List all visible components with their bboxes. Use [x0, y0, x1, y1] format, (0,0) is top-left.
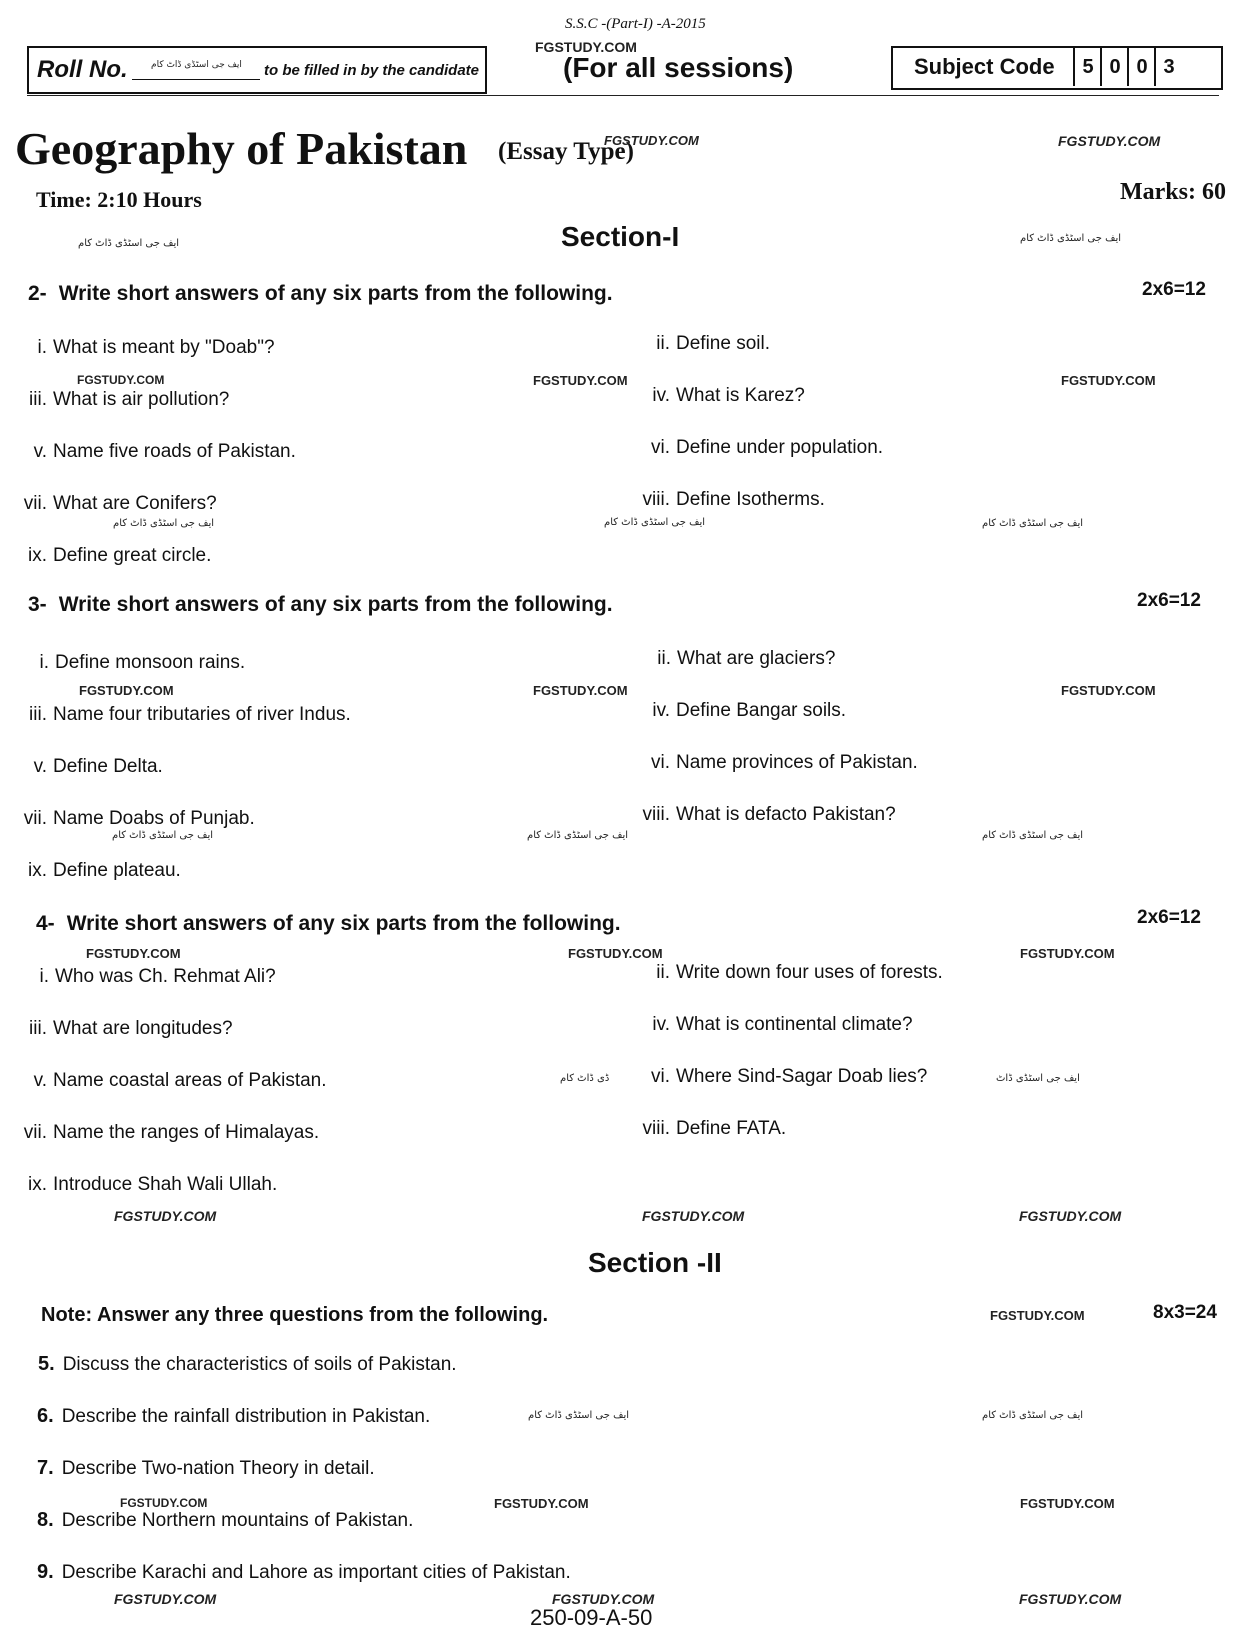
part-label: iii.	[29, 1018, 47, 1039]
footer-code: 250-09-A-50	[530, 1605, 653, 1630]
section-1-heading: Section-I	[561, 221, 680, 252]
question-4-heading	[36, 912, 621, 936]
section-2-marks: 8x3=24	[1153, 1302, 1217, 1323]
q3-urdu-1: ایف جی اسٹڈی ڈاٹ کام	[112, 830, 214, 841]
question-3-marks: 2x6=12	[1137, 590, 1201, 611]
q3-part-v	[7, 756, 163, 778]
roll-no-blank[interactable]	[132, 79, 260, 80]
part-label: vi.	[651, 752, 670, 773]
part-text: Introduce Shah Wali Ullah.	[53, 1174, 278, 1195]
part-label: i.	[39, 966, 49, 987]
section-2-watermark-1: FGSTUDY.COM	[120, 1496, 208, 1510]
part-label: iv.	[652, 700, 670, 721]
part-text: Name coastal areas of Pakistan.	[53, 1070, 327, 1091]
q3-part-iv	[630, 700, 846, 722]
q2-part-i	[7, 337, 275, 359]
subject-code-label: Subject Code	[914, 54, 1055, 79]
footer-watermark-3: FGSTUDY.COM	[1019, 1591, 1122, 1607]
q4-watermark-3: FGSTUDY.COM	[1020, 946, 1115, 961]
q4-part-v	[7, 1070, 327, 1092]
exam-reference: S.S.C -(Part-I) -A-2015	[565, 16, 706, 32]
q3-part-vii	[7, 808, 255, 830]
part-text: Name Doabs of Punjab.	[53, 808, 255, 829]
total-marks: Marks: 60	[1120, 179, 1226, 205]
sessions-label: (For all sessions)	[563, 52, 794, 83]
q3-urdu-2: ایف جی اسٹڈی ڈاٹ کام	[527, 830, 629, 841]
part-label: iii.	[29, 704, 47, 725]
part-text: Name five roads of Pakistan.	[53, 441, 296, 462]
part-label: ix.	[28, 1174, 47, 1195]
section-1-urdu-left: ایف جی اسٹڈی ڈاٹ کام	[78, 238, 180, 249]
part-text: What are longitudes?	[53, 1018, 233, 1039]
part-text: Where Sind-Sagar Doab lies?	[676, 1066, 928, 1087]
section-2-note-watermark: FGSTUDY.COM	[990, 1308, 1085, 1323]
question-4-number: 4-	[36, 912, 55, 935]
q3-part-iii	[7, 704, 351, 726]
q2-part-viii	[630, 489, 825, 511]
part-text: Who was Ch. Rehmat Ali?	[55, 966, 276, 987]
q2-part-ii	[630, 333, 770, 355]
q2-part-iv	[630, 385, 805, 407]
part-text: Name the ranges of Himalayas.	[53, 1122, 320, 1143]
part-text: What is meant by "Doab"?	[53, 337, 275, 358]
q4-bottom-watermark-1: FGSTUDY.COM	[114, 1208, 217, 1224]
q2-part-vi	[630, 437, 883, 459]
q3-urdu-3: ایف جی اسٹڈی ڈاٹ کام	[982, 830, 1084, 841]
part-text: Define under population.	[676, 437, 884, 458]
q4-urdu-1: ڈی ڈاٹ کام	[560, 1073, 610, 1084]
q4-bottom-watermark-3: FGSTUDY.COM	[1019, 1208, 1122, 1224]
header-rule	[27, 95, 1219, 96]
subject-code-digit-4: 3	[1154, 48, 1182, 86]
question-2-heading	[28, 282, 613, 306]
note-text: Answer any three questions from the following.	[96, 1304, 549, 1326]
part-label: v.	[33, 1070, 47, 1091]
subject-code-box	[891, 46, 1223, 90]
site-watermark-top: FGSTUDY.COM	[535, 39, 637, 55]
question-text: Describe Karachi and Lahore as important cities of Pakistan.	[61, 1562, 571, 1583]
q4-part-iii	[7, 1018, 233, 1040]
part-label: v.	[33, 441, 47, 462]
part-label: i.	[39, 652, 49, 673]
section-2-urdu-2: ایف جی اسٹڈی ڈاٹ کام	[982, 1410, 1084, 1421]
paper-type: (Essay Type)	[498, 138, 634, 165]
part-label: iii.	[29, 389, 47, 410]
part-text: What are Conifers?	[53, 493, 217, 514]
part-text: What is continental climate?	[676, 1014, 913, 1035]
question-9	[37, 1561, 571, 1584]
question-4-marks: 2x6=12	[1137, 907, 1201, 928]
q4-part-i	[9, 966, 276, 988]
q3-watermark-3: FGSTUDY.COM	[1061, 683, 1156, 698]
q2-urdu-3: ایف جی اسٹڈی ڈاٹ کام	[982, 518, 1084, 529]
part-label: vi.	[651, 437, 670, 458]
q2-part-vii	[7, 493, 217, 515]
q4-part-vi	[630, 1066, 927, 1088]
q2-part-iii	[7, 389, 229, 411]
q3-part-vi	[630, 752, 918, 774]
q4-part-iv	[630, 1014, 913, 1036]
q4-urdu-2: ایف جی اسٹڈی ڈاٹ	[996, 1073, 1080, 1084]
q2-watermark-1: FGSTUDY.COM	[77, 373, 165, 387]
q4-part-ii	[630, 962, 943, 984]
section-1-urdu-right: ایف جی اسٹڈی ڈاٹ کام	[1020, 233, 1122, 244]
part-text: Write down four uses of forests.	[676, 962, 943, 983]
question-3-number: 3-	[28, 593, 47, 616]
part-label: vii.	[23, 808, 47, 829]
section-2-watermark-3: FGSTUDY.COM	[1020, 1496, 1115, 1511]
footer-watermark-1: FGSTUDY.COM	[114, 1591, 217, 1607]
section-2-watermark-2: FGSTUDY.COM	[494, 1496, 589, 1511]
question-7	[37, 1457, 375, 1480]
roll-no-urdu: ایف جی اسٹڈی ڈاٹ کام	[151, 60, 242, 70]
q2-part-v	[7, 441, 296, 463]
question-text: Describe Two-nation Theory in detail.	[61, 1458, 375, 1479]
q2-urdu-1: ایف جی اسٹڈی ڈاٹ کام	[113, 518, 215, 529]
question-4-text: Write short answers of any six parts from the following.	[66, 912, 621, 935]
part-label: ii.	[656, 333, 670, 354]
part-text: Define plateau.	[53, 860, 181, 881]
q2-part-ix	[7, 545, 211, 567]
question-number: 6.	[37, 1405, 54, 1427]
part-text: Define Delta.	[53, 756, 163, 777]
q3-watermark-2: FGSTUDY.COM	[533, 683, 628, 698]
part-label: vii.	[23, 493, 47, 514]
part-text: What is defacto Pakistan?	[676, 804, 896, 825]
part-text: Define Isotherms.	[676, 489, 825, 510]
question-8	[37, 1509, 413, 1532]
subject-code-digit-2: 0	[1100, 48, 1128, 86]
part-label: viii.	[642, 489, 670, 510]
q3-watermark-1: FGSTUDY.COM	[79, 683, 174, 698]
part-label: vi.	[651, 1066, 670, 1087]
question-2-marks: 2x6=12	[1142, 279, 1206, 300]
q4-part-vii	[7, 1122, 319, 1144]
q4-watermark-1: FGSTUDY.COM	[86, 946, 181, 961]
q2-urdu-2: ایف جی اسٹڈی ڈاٹ کام	[604, 517, 706, 528]
part-label: iv.	[652, 385, 670, 406]
site-watermark-title: FGSTUDY.COM	[604, 133, 699, 148]
question-number: 5.	[38, 1353, 55, 1375]
part-label: iv.	[652, 1014, 670, 1035]
footer-watermark-2: FGSTUDY.COM	[552, 1591, 655, 1607]
roll-no-hint: to be filled in by the candidate	[264, 62, 480, 79]
question-5	[38, 1353, 457, 1376]
section-2-urdu-1: ایف جی اسٹڈی ڈاٹ کام	[528, 1410, 630, 1421]
question-number: 9.	[37, 1561, 54, 1583]
q4-bottom-watermark-2: FGSTUDY.COM	[642, 1208, 745, 1224]
part-label: v.	[33, 756, 47, 777]
part-label: i.	[37, 337, 47, 358]
q3-part-viii	[630, 804, 896, 826]
q2-watermark-2: FGSTUDY.COM	[533, 373, 628, 388]
question-3-text: Write short answers of any six parts from the following.	[58, 593, 613, 616]
part-text: Define great circle.	[53, 545, 212, 566]
part-text: What is Karez?	[676, 385, 805, 406]
part-label: vii.	[23, 1122, 47, 1143]
q3-part-i	[9, 652, 245, 674]
roll-number-box	[27, 46, 487, 94]
part-label: ix.	[28, 545, 47, 566]
part-text: What are glaciers?	[677, 648, 836, 669]
part-text: Name provinces of Pakistan.	[676, 752, 918, 773]
question-3-heading	[28, 593, 613, 617]
part-label: ii.	[656, 962, 670, 983]
part-text: What is air pollution?	[53, 389, 230, 410]
part-label: viii.	[642, 1118, 670, 1139]
question-6	[37, 1405, 430, 1428]
part-text: Define FATA.	[676, 1118, 787, 1139]
q4-part-ix	[7, 1174, 277, 1196]
exam-time: Time: 2:10 Hours	[36, 187, 202, 212]
section-2-heading: Section -II	[588, 1247, 722, 1278]
subject-code-digit-1: 5	[1073, 48, 1101, 86]
part-label: ix.	[28, 860, 47, 881]
site-watermark-title-right: FGSTUDY.COM	[1058, 133, 1161, 149]
question-text: Describe the rainfall distribution in Pakistan.	[61, 1406, 431, 1427]
question-number: 7.	[37, 1457, 54, 1479]
question-2-text: Write short answers of any six parts from the following.	[58, 282, 613, 305]
subject-title: Geography of Pakistan	[15, 123, 468, 174]
roll-no-label: Roll No.	[37, 56, 128, 83]
q4-watermark-2: FGSTUDY.COM	[568, 946, 663, 961]
question-number: 8.	[37, 1509, 54, 1531]
q4-part-viii	[630, 1118, 786, 1140]
q3-part-ix	[7, 860, 181, 882]
note-label: Note:	[41, 1304, 93, 1326]
part-text: Define soil.	[676, 333, 770, 354]
subject-code-digit-3: 0	[1127, 48, 1155, 86]
question-text: Describe Northern mountains of Pakistan.	[61, 1510, 414, 1531]
question-2-number: 2-	[28, 282, 47, 305]
part-label: ii.	[657, 648, 671, 669]
question-text: Discuss the characteristics of soils of Pakistan.	[62, 1354, 457, 1375]
q2-watermark-3: FGSTUDY.COM	[1061, 373, 1156, 388]
part-text: Define Bangar soils.	[676, 700, 847, 721]
part-label: viii.	[642, 804, 670, 825]
part-text: Define monsoon rains.	[55, 652, 246, 673]
section-2-note	[41, 1304, 548, 1327]
q3-part-ii	[631, 648, 835, 670]
part-text: Name four tributaries of river Indus.	[53, 704, 351, 725]
